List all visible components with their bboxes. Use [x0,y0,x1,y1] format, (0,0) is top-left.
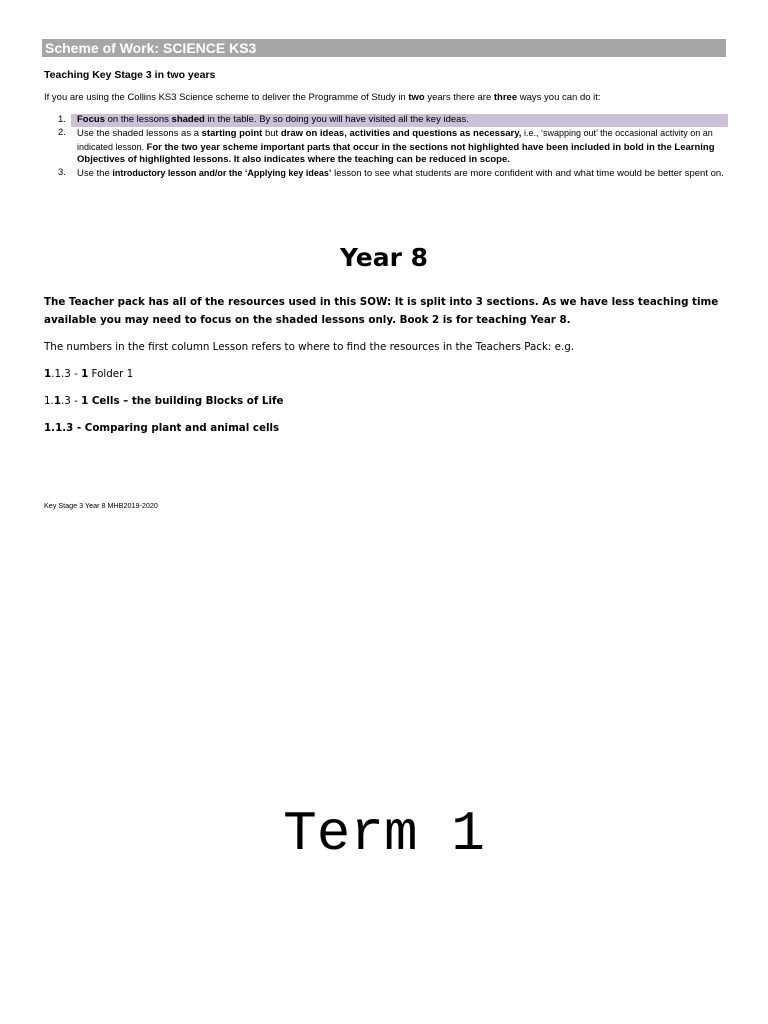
list-text: Use the shaded lessons as a [77,128,202,139]
list-text: lesson to see what students are more confident with and what time would be better spent on. [331,167,724,179]
footer-note: Key Stage 3 Year 8 MHB2019-2020 [44,501,158,510]
example-line [44,421,279,435]
term-heading: Term 1 [283,802,485,866]
example-text: 1 [53,395,61,407]
intro-paragraph [44,91,734,104]
list-text: For the two year scheme important parts that occur in the sections not highlighted have been included in bold in the Learning Objectives of highlighted lessons. It also indicates where the teaching can be reduced in scope. [77,141,715,165]
list-number: 2. [58,127,66,138]
intro-text: years there are [424,92,494,103]
example-text: 1.1.3 [44,422,74,434]
page-title: Scheme of Work: SCIENCE KS3 [45,40,257,56]
list-text: but [262,128,281,139]
example-text: 1. [44,395,54,407]
list-text: on the lessons [104,114,172,125]
list-item [44,167,728,181]
list-text: introductory lesson and/or the ‘Applying key ideas’ [112,167,332,178]
list-text: shaded [171,114,205,125]
list-item [44,127,728,167]
example-text: - Comparing plant and animal cells [73,422,280,434]
year-heading: Year 8 [339,243,429,272]
list-text: i.e., ‘swapping out’ the occasional activity on an indicated lesson. [77,128,713,152]
list-text: in the table. By so doing you will have visited all the key ideas. [204,114,469,125]
example-text: 1 [44,368,52,380]
example-text: 1 [81,368,89,380]
example-line [44,394,283,408]
header-bar [42,39,726,57]
list-text: Use the [77,167,113,179]
teacher-pack-paragraph: The Teacher pack has all of the resources used in this SOW: It is split into 3 sections. As we have less teaching time available you may need to focus on the shaded lessons only. Book 2 is for teaching Year 8. [44,296,719,326]
list-text: starting point [201,128,263,139]
intro-bold-two: two [408,92,425,103]
list-item [58,114,728,127]
example-text: Folder 1 [88,368,134,380]
example-text: 1 Cells – the building Blocks of Life [81,395,284,407]
list-number: 3. [58,166,66,178]
intro-bold-three: three [493,92,518,103]
list-number: 1. [58,114,66,125]
intro-text: If you are using the Collins KS3 Science scheme to deliver the Programme of Study in [44,92,409,103]
intro-text: ways you can do it: [517,92,601,103]
list-text: draw on ideas, activities and questions as necessary, [280,128,522,139]
example-line [44,367,133,381]
options-list [44,114,728,180]
subheading: Teaching Key Stage 3 in two years [44,69,216,81]
example-text: .3 - [61,395,82,407]
example-text: .1.3 - [51,368,82,380]
numbers-note: The numbers in the first column Lesson refers to where to find the resources in the Teachers Pack: e.g. [44,341,575,353]
list-text: Focus [77,114,105,125]
